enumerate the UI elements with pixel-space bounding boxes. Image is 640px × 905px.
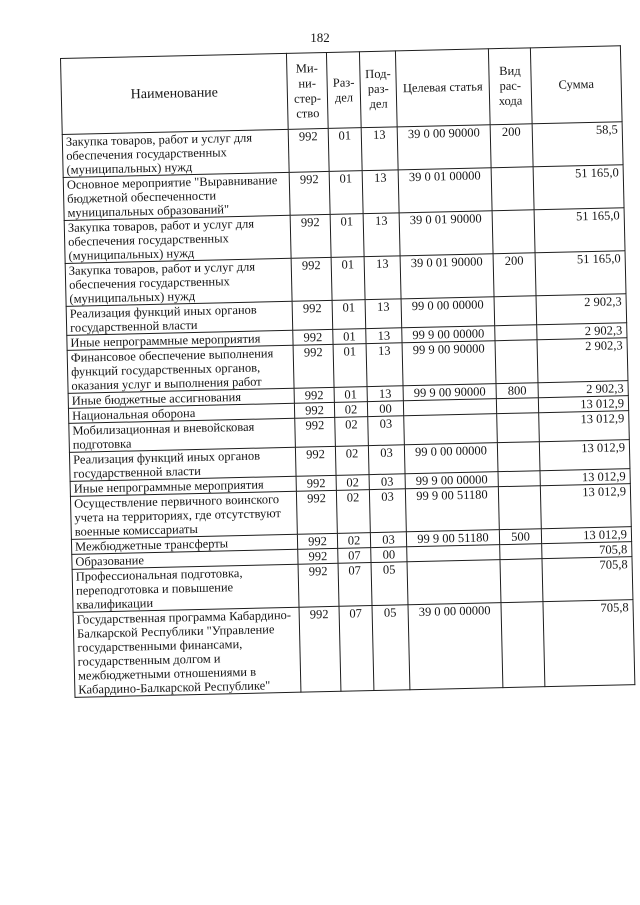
cell-section: 01 — [333, 329, 366, 345]
cell-sum: 13 012,9 — [539, 440, 630, 471]
cell-subsection: 13 — [361, 127, 398, 171]
cell-target — [407, 560, 501, 605]
cell-expense-type — [495, 325, 537, 341]
cell-subsection: 03 — [368, 445, 405, 475]
cell-name: Национальная оборона — [68, 403, 294, 423]
cell-subsection: 13 — [362, 170, 399, 214]
header-subsection: Под-раз-дел — [359, 51, 397, 128]
cell-target: 99 9 00 51180 — [406, 530, 499, 547]
cell-sum: 13 012,9 — [540, 484, 631, 529]
cell-subsection: 13 — [365, 299, 402, 329]
cell-name: Закупка товаров, работ и услуг для обеспечения государственных (муниципальных) нужд — [64, 215, 291, 263]
cell-target: 39 0 01 90000 — [400, 254, 494, 299]
cell-subsection: 03 — [370, 532, 406, 548]
cell-expense-type — [495, 340, 538, 384]
cell-section: 07 — [339, 606, 374, 692]
cell-section: 07 — [338, 563, 372, 607]
cell-ministry: 992 — [298, 563, 339, 607]
page-number: 182 — [310, 30, 330, 45]
header-target: Целевая статья — [395, 49, 490, 127]
cell-target: 39 0 01 00000 — [398, 168, 492, 213]
cell-ministry: 992 — [290, 214, 331, 258]
cell-name: Мобилизационная и вневойсковая подготовка — [69, 418, 296, 452]
cell-expense-type: 200 — [493, 253, 536, 297]
cell-expense-type — [500, 559, 543, 603]
cell-subsection: 13 — [367, 386, 403, 402]
cell-ministry: 992 — [289, 171, 330, 215]
cell-sum: 705,8 — [543, 600, 635, 687]
cell-sum: 51 165,0 — [533, 165, 624, 210]
cell-name: Межбюджетные трансферты — [71, 534, 297, 554]
cell-target: 99 9 00 00000 — [405, 472, 498, 489]
cell-name: Реализация функций иных органов государственной власти — [69, 447, 296, 481]
table-row — [73, 600, 635, 698]
cell-name: Финансовое обеспечение выполнения функций государственных органов, оказания услуг и выполнения работ — [67, 345, 294, 393]
cell-sum: 58,5 — [532, 122, 623, 167]
cell-ministry: 992 — [293, 344, 334, 388]
cell-name: Закупка товаров, работ и услуг для обеспечения государственных (муниципальных) нужд — [62, 129, 289, 177]
cell-expense-type: 800 — [496, 383, 538, 399]
budget-table-sheet — [60, 45, 637, 808]
cell-target: 99 0 00 00000 — [401, 297, 495, 328]
cell-expense-type — [498, 471, 540, 487]
cell-expense-type — [497, 413, 540, 443]
cell-name: Осуществление первичного воинского учета на территориях, где отсутствуют военные комиссариаты — [70, 491, 297, 539]
header-ministry: Ми-ни-стер-ство — [286, 52, 328, 129]
cell-section: 07 — [338, 548, 371, 564]
cell-expense-type — [494, 296, 537, 326]
cell-ministry: 992 — [294, 402, 334, 418]
cell-ministry: 992 — [288, 128, 329, 172]
cell-subsection: 13 — [363, 213, 400, 257]
cell-section: 02 — [334, 402, 367, 418]
cell-sum: 13 012,9 — [540, 469, 630, 486]
header-section: Раз-дел — [326, 52, 361, 129]
cell-sum: 13 012,9 — [541, 527, 631, 544]
cell-name: Иные непрограммные мероприятия — [67, 330, 293, 350]
cell-expense-type — [492, 210, 535, 254]
cell-subsection: 05 — [371, 562, 408, 606]
cell-section: 01 — [334, 387, 367, 403]
cell-sum: 705,8 — [542, 542, 632, 559]
cell-target: 99 9 00 51180 — [405, 487, 499, 532]
cell-name: Реализация функций иных органов государственной власти — [66, 301, 293, 335]
cell-section: 02 — [337, 533, 370, 549]
cell-expense-type: 500 — [499, 529, 541, 545]
cell-subsection: 00 — [371, 547, 407, 563]
cell-ministry: 992 — [297, 533, 337, 549]
cell-target: 39 0 00 90000 — [397, 125, 491, 170]
cell-section: 02 — [335, 417, 369, 447]
cell-sum: 51 165,0 — [534, 208, 625, 253]
cell-target — [404, 414, 498, 445]
cell-subsection: 13 — [366, 343, 403, 387]
cell-expense-type — [498, 486, 541, 530]
cell-ministry: 992 — [295, 446, 336, 476]
cell-subsection: 13 — [364, 256, 401, 300]
cell-subsection: 05 — [372, 605, 410, 691]
cell-section: 01 — [331, 257, 365, 301]
cell-ministry: 992 — [293, 329, 333, 345]
cell-expense-type — [497, 442, 540, 472]
cell-sum: 51 165,0 — [535, 251, 626, 296]
cell-sum: 13 012,9 — [538, 396, 628, 413]
cell-subsection: 03 — [368, 416, 405, 446]
cell-subsection: 00 — [367, 401, 403, 417]
cell-ministry: 992 — [291, 257, 332, 301]
cell-sum: 2 902,3 — [537, 323, 627, 340]
cell-section: 01 — [330, 214, 364, 258]
cell-section: 02 — [336, 475, 369, 491]
cell-ministry: 992 — [295, 417, 336, 447]
cell-subsection: 13 — [366, 328, 402, 344]
cell-section: 01 — [329, 171, 363, 215]
cell-expense-type: 200 — [490, 124, 533, 168]
cell-section: 01 — [333, 344, 367, 388]
cell-subsection: 03 — [369, 489, 406, 533]
cell-target: 99 0 00 00000 — [404, 443, 498, 474]
cell-sum: 13 012,9 — [539, 411, 630, 442]
table-header-row — [61, 46, 623, 135]
header-sum: Сумма — [530, 46, 622, 124]
cell-ministry: 992 — [296, 490, 337, 534]
cell-expense-type — [491, 167, 534, 211]
cell-target: 39 0 00 00000 — [408, 603, 503, 690]
cell-ministry: 992 — [299, 606, 341, 692]
cell-ministry: 992 — [298, 548, 338, 564]
cell-section: 02 — [336, 490, 370, 534]
cell-name: Основное мероприятие "Выравнивание бюджетной обеспеченности муниципальных образований" — [63, 172, 290, 220]
cell-name: Образование — [72, 549, 298, 569]
cell-section: 01 — [328, 128, 362, 172]
cell-sum: 2 902,3 — [538, 381, 628, 398]
cell-name: Иные бюджетные ассигнования — [68, 388, 294, 408]
cell-name: Иные непрограммные мероприятия — [70, 476, 296, 496]
cell-sum: 705,8 — [542, 557, 633, 602]
cell-name: Закупка товаров, работ и услуг для обеспечения государственных (муниципальных) нужд — [65, 258, 292, 306]
cell-name: Государственная программа Кабардино-Балкарской Республики "Управление государственными финансами, государственным долгом и межбюджетными отношениями в Кабардино-Балкарской Республике" — [73, 607, 301, 697]
header-expense-type: Вид рас-хода — [488, 48, 532, 125]
cell-target: 39 0 01 90000 — [399, 211, 493, 256]
budget-table — [60, 45, 635, 698]
cell-ministry: 992 — [292, 300, 333, 330]
cell-subsection: 03 — [369, 474, 405, 490]
cell-expense-type — [501, 602, 545, 688]
cell-ministry: 992 — [294, 387, 334, 403]
cell-section: 01 — [332, 300, 366, 330]
cell-section: 02 — [335, 446, 369, 476]
header-name: Наименование — [61, 53, 289, 134]
cell-target: 99 9 00 00000 — [402, 326, 495, 343]
cell-ministry: 992 — [296, 475, 336, 491]
cell-target: 99 9 00 90000 — [402, 341, 496, 386]
cell-expense-type — [496, 398, 538, 414]
cell-name: Профессиональная подготовка, переподготовка и повышение квалификации — [72, 564, 299, 612]
cell-sum: 2 902,3 — [536, 294, 627, 325]
cell-target: 99 9 00 90000 — [403, 384, 496, 401]
cell-expense-type — [500, 544, 542, 560]
cell-sum: 2 902,3 — [537, 338, 628, 383]
